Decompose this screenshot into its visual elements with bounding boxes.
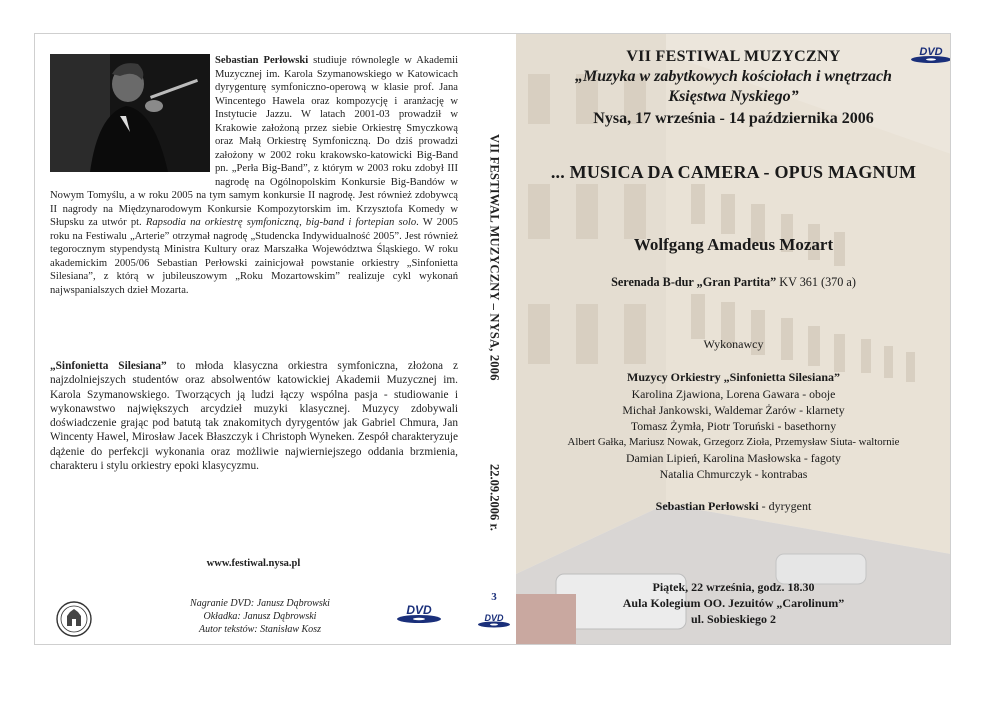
conductor-bio	[50, 54, 458, 297]
concert-address: ul. Sobieskiego 2	[690, 612, 777, 626]
back-cover	[35, 34, 472, 644]
bio-text: studiuje równolegle w Akademii Muzycznej im. Karola Szymanowskiego w Katowicach dyrygenturę symfoniczno-operową w klasie prof. Jana Wincentego Hawela oraz kompozycję i aranżację w Instytucie Jazzu. W latach 2001-03 prowadził w Krakowie założoną przez siebie Orkiestrę Smyczkową oraz Małą Orkiestrę Symfoniczną. Do dziś prowadzi założony w 2002 roku krakowsko-katowicki Big-Band pn. „Perła Big-Band”, z którym w 2003 roku zdobył III nagrodę na Ogólnopolskim Konkursie Big-Bandów w Nowym Tomyślu, a w roku 2005 na tym samym konkursie II nagrodę. Jest również zdobywcą II nagrody na Międzynarodowym Konkursie Kompozytorskim im. Krzysztofa Komedy w Słupsku za utwór pt.	[50, 55, 459, 228]
disc-number: 3	[491, 591, 497, 603]
musician-line: Damian Lipień, Karolina Masłowska - fagoty	[626, 451, 841, 465]
credits	[145, 597, 375, 636]
credit-cover: Okładka: Janusz Dąbrowski	[203, 611, 317, 622]
festival-subtitle-2: Księstwa Nyskiego”	[668, 88, 799, 105]
composer-name: Wolfgang Amadeus Mozart	[633, 235, 834, 254]
front-cover	[516, 34, 951, 644]
dvd-logo-text: DVD	[406, 603, 432, 617]
performers-heading: Wykonawcy	[703, 337, 764, 351]
festival-website: www.festiwal.nysa.pl	[206, 558, 301, 569]
spine	[472, 34, 516, 644]
spine-date: 22.09.2006 r.	[487, 464, 502, 531]
orchestra-text: to młoda klasyczna orkiestra symfoniczna, złożona z najzdolniejszych studentów oraz absolwentów katowickiej Akademii Muzycznej im. Karola Szymanowskiego. Tworzących ją ludzi łączy wspólna pasja - studiowanie i wykonawstwo największych arcydzieł muzyki klasycznej. Muzycy zdobywali doświadczenie grając pod batutą tak znakomitych dyrygentów jak Gabriel Chmura, Jan Wincenty Hawel, Mirosław Jacek Błaszczyk i Christoph Wyneken. Zespół charakteryzuje dążenie do perfekcji wykonania oraz możliwie najwierniejszego oddania brzmienia, charakteru i stylu orkiestry epoki klasycyzmu.	[50, 360, 458, 473]
musician-line: Michał Jankowski, Waldemar Żarów - klarnety	[622, 403, 845, 417]
spine-title: VII FESTIWAL MUZYCZNY – NYSA, 2006	[487, 134, 502, 381]
festival-title: VII FESTIWAL MUZYCZNY	[626, 48, 841, 65]
conductor-line	[516, 499, 951, 514]
conductor-role: - dyrygent	[758, 499, 812, 513]
bio-name: Sebastian Perłowski	[215, 55, 309, 66]
musician-line: Tomasz Żymła, Piotr Toruński - basethorny	[630, 419, 837, 433]
bio-text-2: . W 2005 roku na Festiwalu „Arterie” otrzymał nagrodę „Studencka Indywidualność 2005”. Jest również tegorocznym stypendystą Ministra Kultury oraz Marszałka Województwa Śląskiego. W roku akademickim 2005/06 Sebastian Perłowski zainicjował powstanie orkiestry „Sinfonietta Silesiana”, z którą w jubileuszowym „Roku Mozartowskim” realizuje cykl wykonań najwspanialszych dzieł Mozarta.	[50, 217, 458, 296]
work-title	[516, 275, 951, 290]
musician-line: Natalia Chmurczyk - kontrabas	[659, 467, 808, 481]
festival-place-dates: Nysa, 17 września - 14 października 2006	[593, 110, 874, 127]
orchestra-line: Muzycy Orkiestry „Sinfonietta Silesiana”	[627, 370, 840, 384]
credit-recording: Nagranie DVD: Janusz Dąbrowski	[190, 598, 330, 609]
orchestra-description	[50, 359, 458, 473]
dvd-logo-text: DVD	[484, 613, 504, 623]
concert-date: Piątek, 22 września, godz. 18.30	[652, 580, 815, 594]
dvd-logo-icon	[476, 612, 512, 628]
dvd-cover	[34, 33, 951, 645]
credit-texts: Autor tekstów: Stanisław Kosz	[199, 624, 321, 635]
work-name: Serenada B-dur „Gran Partita”	[611, 275, 777, 289]
seal-icon	[55, 600, 93, 638]
dvd-logo-icon	[395, 602, 443, 624]
concert-title: ... MUSICA DA CAMERA - OPUS MAGNUM	[550, 162, 917, 182]
orchestra-name: „Sinfonietta Silesiana”	[50, 360, 167, 372]
concert-venue: Aula Kolegium OO. Jezuitów „Carolinum”	[622, 596, 845, 610]
work-catalog: KV 361 (370 a)	[776, 275, 856, 289]
bio-work-title: Rapsodia na orkiestrę symfoniczną, big-band i fortepian solo	[145, 217, 417, 228]
conductor-name: Sebastian Perłowski	[655, 499, 759, 513]
musician-line: Karolina Zjawiona, Lorena Gawara - oboje	[631, 387, 836, 401]
festival-subtitle-1: „Muzyka w zabytkowych kościołach i wnętrzach	[575, 68, 892, 85]
musician-line: Albert Gałka, Mariusz Nowak, Grzegorz Zioła, Przemysław Siuta- waltornie	[567, 436, 900, 448]
dvd-logo-text: DVD	[919, 46, 943, 58]
